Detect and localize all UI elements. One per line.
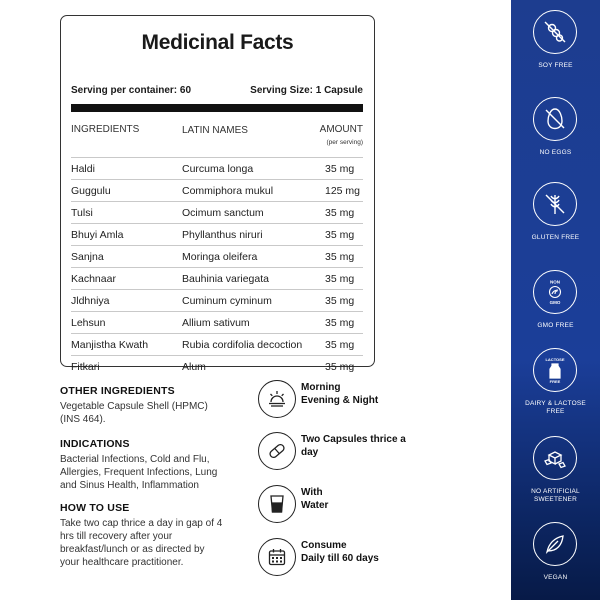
badge-no-eggs [511,97,600,177]
ingredient-name: Manjistha Kwath [71,339,149,351]
non-gmo-icon [533,270,577,314]
latin-name: Bauhinia variegata [182,273,269,285]
indications-section [60,438,250,492]
usage-line: With [301,487,323,498]
amount: 125 mg [325,185,361,197]
ingredient-name: Lehsun [71,317,106,329]
how-to-use-line: your healthcare practitioner. [60,557,184,568]
how-to-use-line: hrs till recovery after your [60,531,173,542]
amount: 35 mg [325,163,355,175]
badge-label-line: DAIRY & LACTOSE [525,400,586,407]
amount: 35 mg [325,207,355,219]
usage-timing [258,380,418,420]
usage-line: Two Capsules thrice a [301,434,406,445]
how-to-use-section [60,502,250,569]
calendar-icon [258,538,296,576]
amount: 35 mg [325,295,355,307]
table-row [71,312,363,334]
serving-per-container: Serving per container: 60 [71,85,192,96]
badge-label-line: SWEETENER [534,496,577,503]
water-glass-icon [258,485,296,523]
badge-label: SOY FREE [538,62,573,69]
badge-label: GLUTEN FREE [531,234,580,241]
usage-dosage [258,432,418,472]
usage-line: Evening & Night [301,394,379,406]
vegan-leaf-icon [533,522,577,566]
other-ingredients-heading: OTHER INGREDIENTS [60,385,175,397]
capsule-icon [258,432,296,470]
non-gmo-ring-bottom: GMO [549,300,561,305]
latin-name: Moringa oleifera [182,251,258,263]
lactose-ring-top: LACTOSE [545,357,565,362]
latin-name: Phyllanthus niruri [182,229,263,241]
usage-text [301,382,421,407]
non-gmo-ring-top: NON [550,279,560,285]
column-header-amount-label: AMOUNT [319,124,363,135]
latin-name: Ocimum sanctum [182,207,264,219]
column-header-amount [320,124,363,146]
usage-water [258,485,418,525]
usage-duration [258,538,418,578]
facts-title: Medicinal Facts [141,31,294,54]
ingredient-name: Guggulu [71,185,111,197]
indications-heading: INDICATIONS [60,438,130,450]
how-to-use-line: breakfast/lunch or as directed by [60,544,205,555]
table-row [71,246,363,268]
badge-soy-free [511,10,600,90]
latin-name: Curcuma longa [182,163,254,175]
usage-text [301,487,421,512]
column-header-latin: LATIN NAMES [182,125,248,136]
lactose-ring-bottom: FREE [549,379,561,384]
usage-line: Morning [301,382,341,393]
table-row [71,268,363,290]
sunrise-icon [258,380,296,418]
usage-line: Consume [301,540,347,551]
indications-line: Bacterial Infections, Cold and Flu, [60,454,210,465]
ingredient-name: Haldi [71,163,95,175]
table-row [71,224,363,246]
amount: 35 mg [325,361,355,373]
badge-label [511,488,600,504]
badge-dairy-lactose-free [511,348,600,428]
ingredient-name: Fitkari [71,361,100,373]
soy-free-icon [533,10,577,54]
amount: 35 mg [325,317,355,329]
medicinal-facts-panel [60,15,375,373]
badge-label: NO EGGS [539,149,572,156]
divider-bar [71,104,363,112]
table-row [71,334,363,356]
usage-text [301,434,416,459]
ingredient-name: Sanjna [71,251,104,263]
other-ingredients-line: (INS 464). [60,414,106,425]
badge-label: GMO FREE [537,322,574,329]
amount: 35 mg [325,273,355,285]
badge-gmo-free [511,270,600,350]
no-sweetener-icon [533,436,577,480]
ingredient-name: Jldhniya [71,295,110,307]
column-header-ingredients: INGREDIENTS [71,124,140,135]
how-to-use-heading: HOW TO USE [60,502,130,514]
table-row [71,290,363,312]
badge-gluten-free [511,182,600,262]
table-row [71,202,363,224]
table-row [71,158,363,180]
badge-label [511,400,600,416]
latin-name: Allium sativum [182,317,250,329]
indications-line: and Sinus Health, Inflammation [60,480,199,491]
indications-line: Allergies, Frequent Infections, Lung [60,467,218,478]
table-row [71,356,363,378]
latin-name: Commiphora mukul [182,185,274,197]
other-ingredients-section [60,385,250,426]
badge-no-artificial-sweetener [511,436,600,516]
column-header-amount-sub: (per serving) [326,139,363,146]
lactose-free-icon [533,348,577,392]
usage-line: day [301,446,319,458]
badge-vegan [511,522,600,600]
usage-line: Daily till 60 days [301,552,379,564]
badge-label-line: NO ARTIFICIAL [531,488,580,495]
serving-info [71,85,363,99]
amount: 35 mg [325,251,355,263]
latin-name: Cuminum cyminum [182,295,272,307]
usage-line: Water [301,499,329,511]
badge-label: VEGAN [543,574,568,581]
amount: 35 mg [325,229,355,241]
ingredient-name: Kachnaar [71,273,116,285]
usage-text [301,540,421,565]
latin-name: Alum [182,361,206,373]
gluten-free-icon [533,182,577,226]
latin-name: Rubia cordifolia decoction [182,339,303,351]
product-badges-sidebar [511,0,600,600]
serving-size: Serving Size: 1 Capsule [250,85,363,96]
how-to-use-line: Take two cap thrice a day in gap of 4 [60,518,223,529]
table-row [71,180,363,202]
ingredient-name: Bhuyi Amla [71,229,124,241]
no-eggs-icon [533,97,577,141]
amount: 35 mg [325,339,355,351]
other-ingredients-line: Vegetable Capsule Shell (HPMC) [60,401,208,412]
ingredients-table [71,157,363,378]
ingredient-name: Tulsi [71,207,93,219]
badge-label-line: FREE [546,408,565,415]
